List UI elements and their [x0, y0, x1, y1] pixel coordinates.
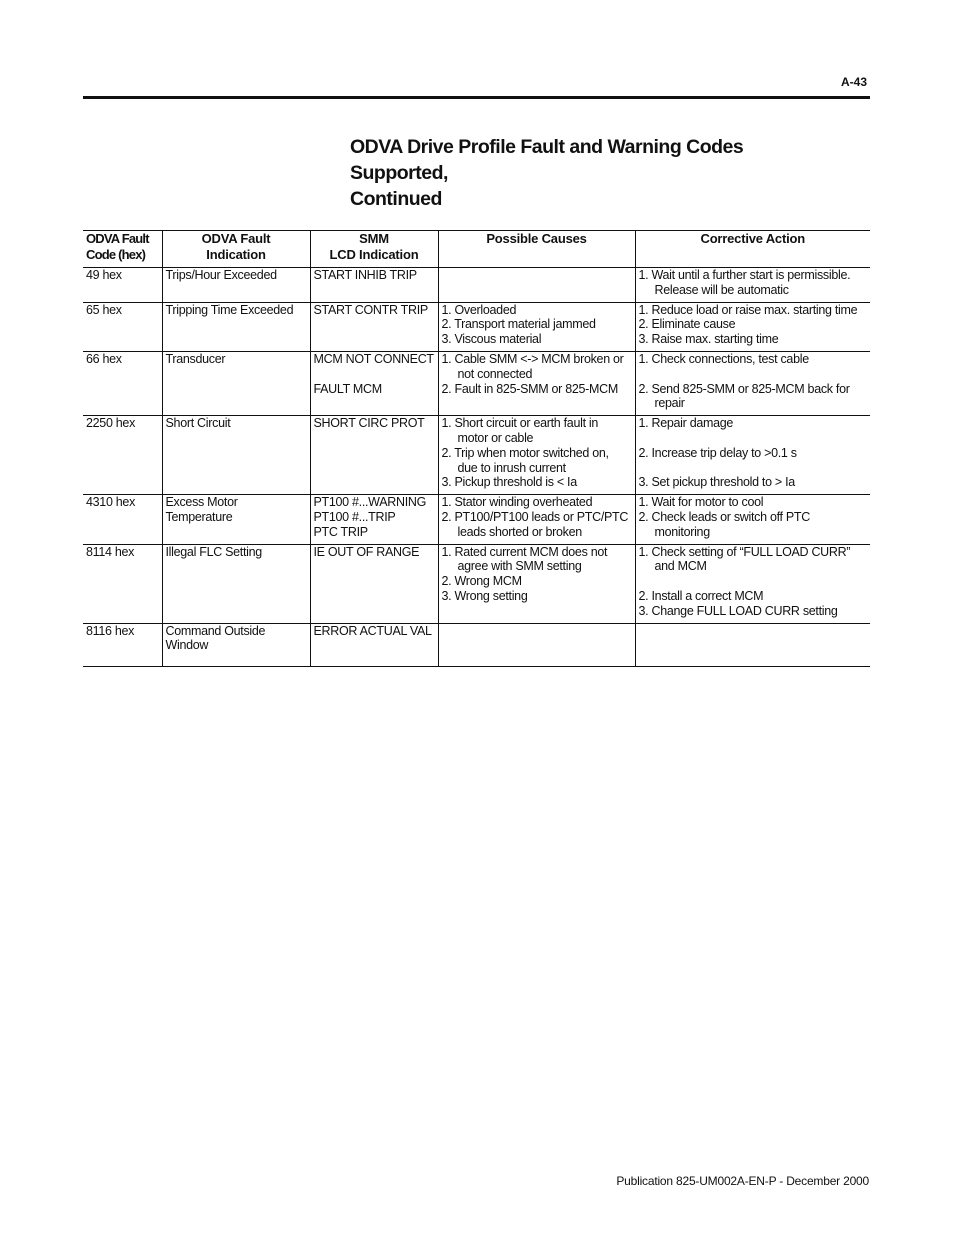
fault-indication-cell: [162, 495, 310, 544]
table-row: [83, 544, 870, 623]
fault-code-cell: [83, 544, 162, 623]
cell-line: 2. Fault in 825-SMM or 825-MCM: [441, 381, 618, 396]
cell-line: 2. PT100/PT100 leads or PTC/PTC: [441, 509, 629, 524]
cell-line: due to inrush current: [457, 460, 566, 475]
fault-code-cell: [83, 302, 162, 351]
cell-line: START INHIB TRIP: [313, 268, 417, 282]
table-header-row: [83, 231, 870, 268]
cell-line: not connected: [457, 366, 533, 381]
cell-line: 2. Install a correct MCM: [638, 588, 764, 603]
header-smm-lcd-indication: SMM LCD Indication: [310, 231, 438, 268]
publication-footer: Publication 825-UM002A-EN-P - December 2000: [616, 1174, 869, 1188]
cell-line: 1. Reduce load or raise max. starting time: [638, 302, 858, 317]
cell-line: leads shorted or broken: [457, 524, 582, 539]
fault-code-cell: [83, 351, 162, 415]
corrective-action-cell: [635, 268, 870, 303]
fault-code-cell: [83, 268, 162, 303]
blank-line: [639, 431, 868, 446]
possible-causes-cell: [438, 268, 635, 303]
cell-line: 4310 hex: [86, 495, 136, 510]
cell-line: PT100 #...TRIP: [313, 509, 396, 524]
fault-indication-cell: [162, 268, 310, 303]
cell-line: 2. Check leads or switch off PTC: [638, 509, 810, 524]
cell-line: 2. Increase trip delay to >0.1 s: [638, 445, 797, 460]
corrective-action-cell: [635, 302, 870, 351]
cell-line: 2. Trip when motor switched on,: [441, 445, 609, 460]
title-line-1: ODVA Drive Profile Fault and Warning Codes Supported,: [350, 136, 744, 184]
cell-line: 2250 hex: [86, 416, 136, 431]
table-row: [83, 268, 870, 303]
fault-indication-cell: [162, 302, 310, 351]
cell-line: 3. Change FULL LOAD CURR setting: [638, 603, 838, 618]
fault-code-cell: [83, 416, 162, 495]
cell-line: Window: [165, 638, 209, 653]
blank-line: [314, 367, 435, 382]
fault-codes-table: [83, 230, 870, 667]
table-body: [83, 268, 870, 667]
title-line-2: Continued: [350, 188, 442, 210]
cell-line: 3. Raise max. starting time: [638, 332, 779, 347]
cell-line: 1. Wait for motor to cool: [638, 495, 764, 510]
cell-line: 1. Repair damage: [638, 416, 734, 431]
possible-causes-cell: [438, 302, 635, 351]
possible-causes-cell: [438, 544, 635, 623]
lcd-indication-cell: [310, 544, 438, 623]
cell-line: Short Circuit: [165, 416, 231, 431]
page-title: [350, 134, 830, 212]
fault-indication-cell: [162, 351, 310, 415]
lcd-indication-cell: [310, 623, 438, 667]
blank-line: [639, 574, 868, 589]
cell-line: 2. Transport material jammed: [441, 317, 596, 332]
cell-line: Illegal FLC Setting: [165, 544, 262, 559]
cell-line: Tripping Time Exceeded: [165, 302, 294, 317]
fault-code-cell: [83, 623, 162, 667]
table-row: [83, 495, 870, 544]
cell-line: SHORT CIRC PROT: [313, 416, 425, 431]
blank-line: [639, 367, 868, 382]
cell-line: 65 hex: [86, 302, 122, 317]
lcd-indication-cell: [310, 302, 438, 351]
cell-line: 8116 hex: [86, 623, 135, 638]
table-row: [83, 302, 870, 351]
corrective-action-cell: [635, 623, 870, 667]
cell-line: 49 hex: [86, 268, 122, 282]
cell-line: 1. Check connections, test cable: [638, 351, 809, 366]
cell-line: 1. Cable SMM <-> MCM broken or: [441, 351, 624, 366]
cell-line: ERROR ACTUAL VAL: [313, 623, 432, 638]
cell-line: Transducer: [165, 351, 226, 366]
lcd-indication-cell: [310, 495, 438, 544]
fault-indication-cell: [162, 623, 310, 667]
header-possible-causes: Possible Causes: [438, 231, 635, 268]
possible-causes-cell: [438, 495, 635, 544]
table-row: [83, 623, 870, 667]
cell-line: and MCM: [654, 559, 707, 574]
cell-line: MCM NOT CONNECT: [313, 351, 434, 366]
cell-line: 3. Set pickup threshold to > Ia: [638, 475, 795, 490]
header-odva-fault-code: ODVA Fault Code (hex): [83, 231, 162, 268]
blank-line: [639, 461, 868, 476]
possible-causes-cell: [438, 623, 635, 667]
lcd-indication-cell: [310, 268, 438, 303]
cell-line: Excess Motor: [165, 495, 238, 510]
cell-line: 1. Wait until a further start is permissible.: [638, 268, 851, 282]
cell-line: 1. Stator winding overheated: [441, 495, 593, 510]
cell-line: 3. Pickup threshold is < Ia: [441, 475, 577, 490]
lcd-indication-cell: [310, 416, 438, 495]
corrective-action-cell: [635, 495, 870, 544]
header-odva-fault-indication: ODVA Fault Indication: [162, 231, 310, 268]
lcd-indication-cell: [310, 351, 438, 415]
table-row: [83, 416, 870, 495]
possible-causes-cell: [438, 416, 635, 495]
header-rule: [83, 96, 870, 99]
cell-line: repair: [654, 396, 685, 411]
cell-line: PTC TRIP: [313, 524, 368, 539]
cell-line: 66 hex: [86, 351, 122, 366]
cell-line: 2. Wrong MCM: [441, 574, 522, 589]
fault-indication-cell: [162, 416, 310, 495]
table-row: [83, 351, 870, 415]
cell-line: 8114 hex: [86, 544, 135, 559]
cell-line: 3. Viscous material: [441, 332, 542, 347]
cell-line: Release will be automatic: [654, 282, 789, 297]
cell-line: 1. Overloaded: [441, 302, 517, 317]
cell-line: 1. Check setting of “FULL LOAD CURR”: [638, 544, 851, 559]
corrective-action-cell: [635, 351, 870, 415]
cell-line: Trips/Hour Exceeded: [165, 268, 277, 282]
cell-line: FAULT MCM: [313, 381, 382, 396]
cell-line: 1. Rated current MCM does not: [441, 544, 608, 559]
cell-line: agree with SMM setting: [457, 559, 582, 574]
corrective-action-cell: [635, 416, 870, 495]
cell-line: PT100 #...WARNING: [313, 495, 427, 510]
cell-line: Command Outside: [165, 623, 266, 638]
cell-line: 3. Wrong setting: [441, 588, 528, 603]
cell-line: Temperature: [165, 509, 233, 524]
cell-line: START CONTR TRIP: [313, 302, 428, 317]
fault-indication-cell: [162, 544, 310, 623]
cell-line: 2. Eliminate cause: [638, 317, 736, 332]
cell-line: 2. Send 825-SMM or 825-MCM back for: [638, 381, 850, 396]
cell-line: IE OUT OF RANGE: [313, 544, 420, 559]
cell-line: monitoring: [654, 524, 710, 539]
fault-code-cell: [83, 495, 162, 544]
cell-line: motor or cable: [457, 430, 534, 445]
corrective-action-cell: [635, 544, 870, 623]
cell-line: 1. Short circuit or earth fault in: [441, 416, 599, 431]
possible-causes-cell: [438, 351, 635, 415]
page-number: A-43: [840, 75, 867, 89]
header-corrective-action: Corrective Action: [635, 231, 870, 268]
